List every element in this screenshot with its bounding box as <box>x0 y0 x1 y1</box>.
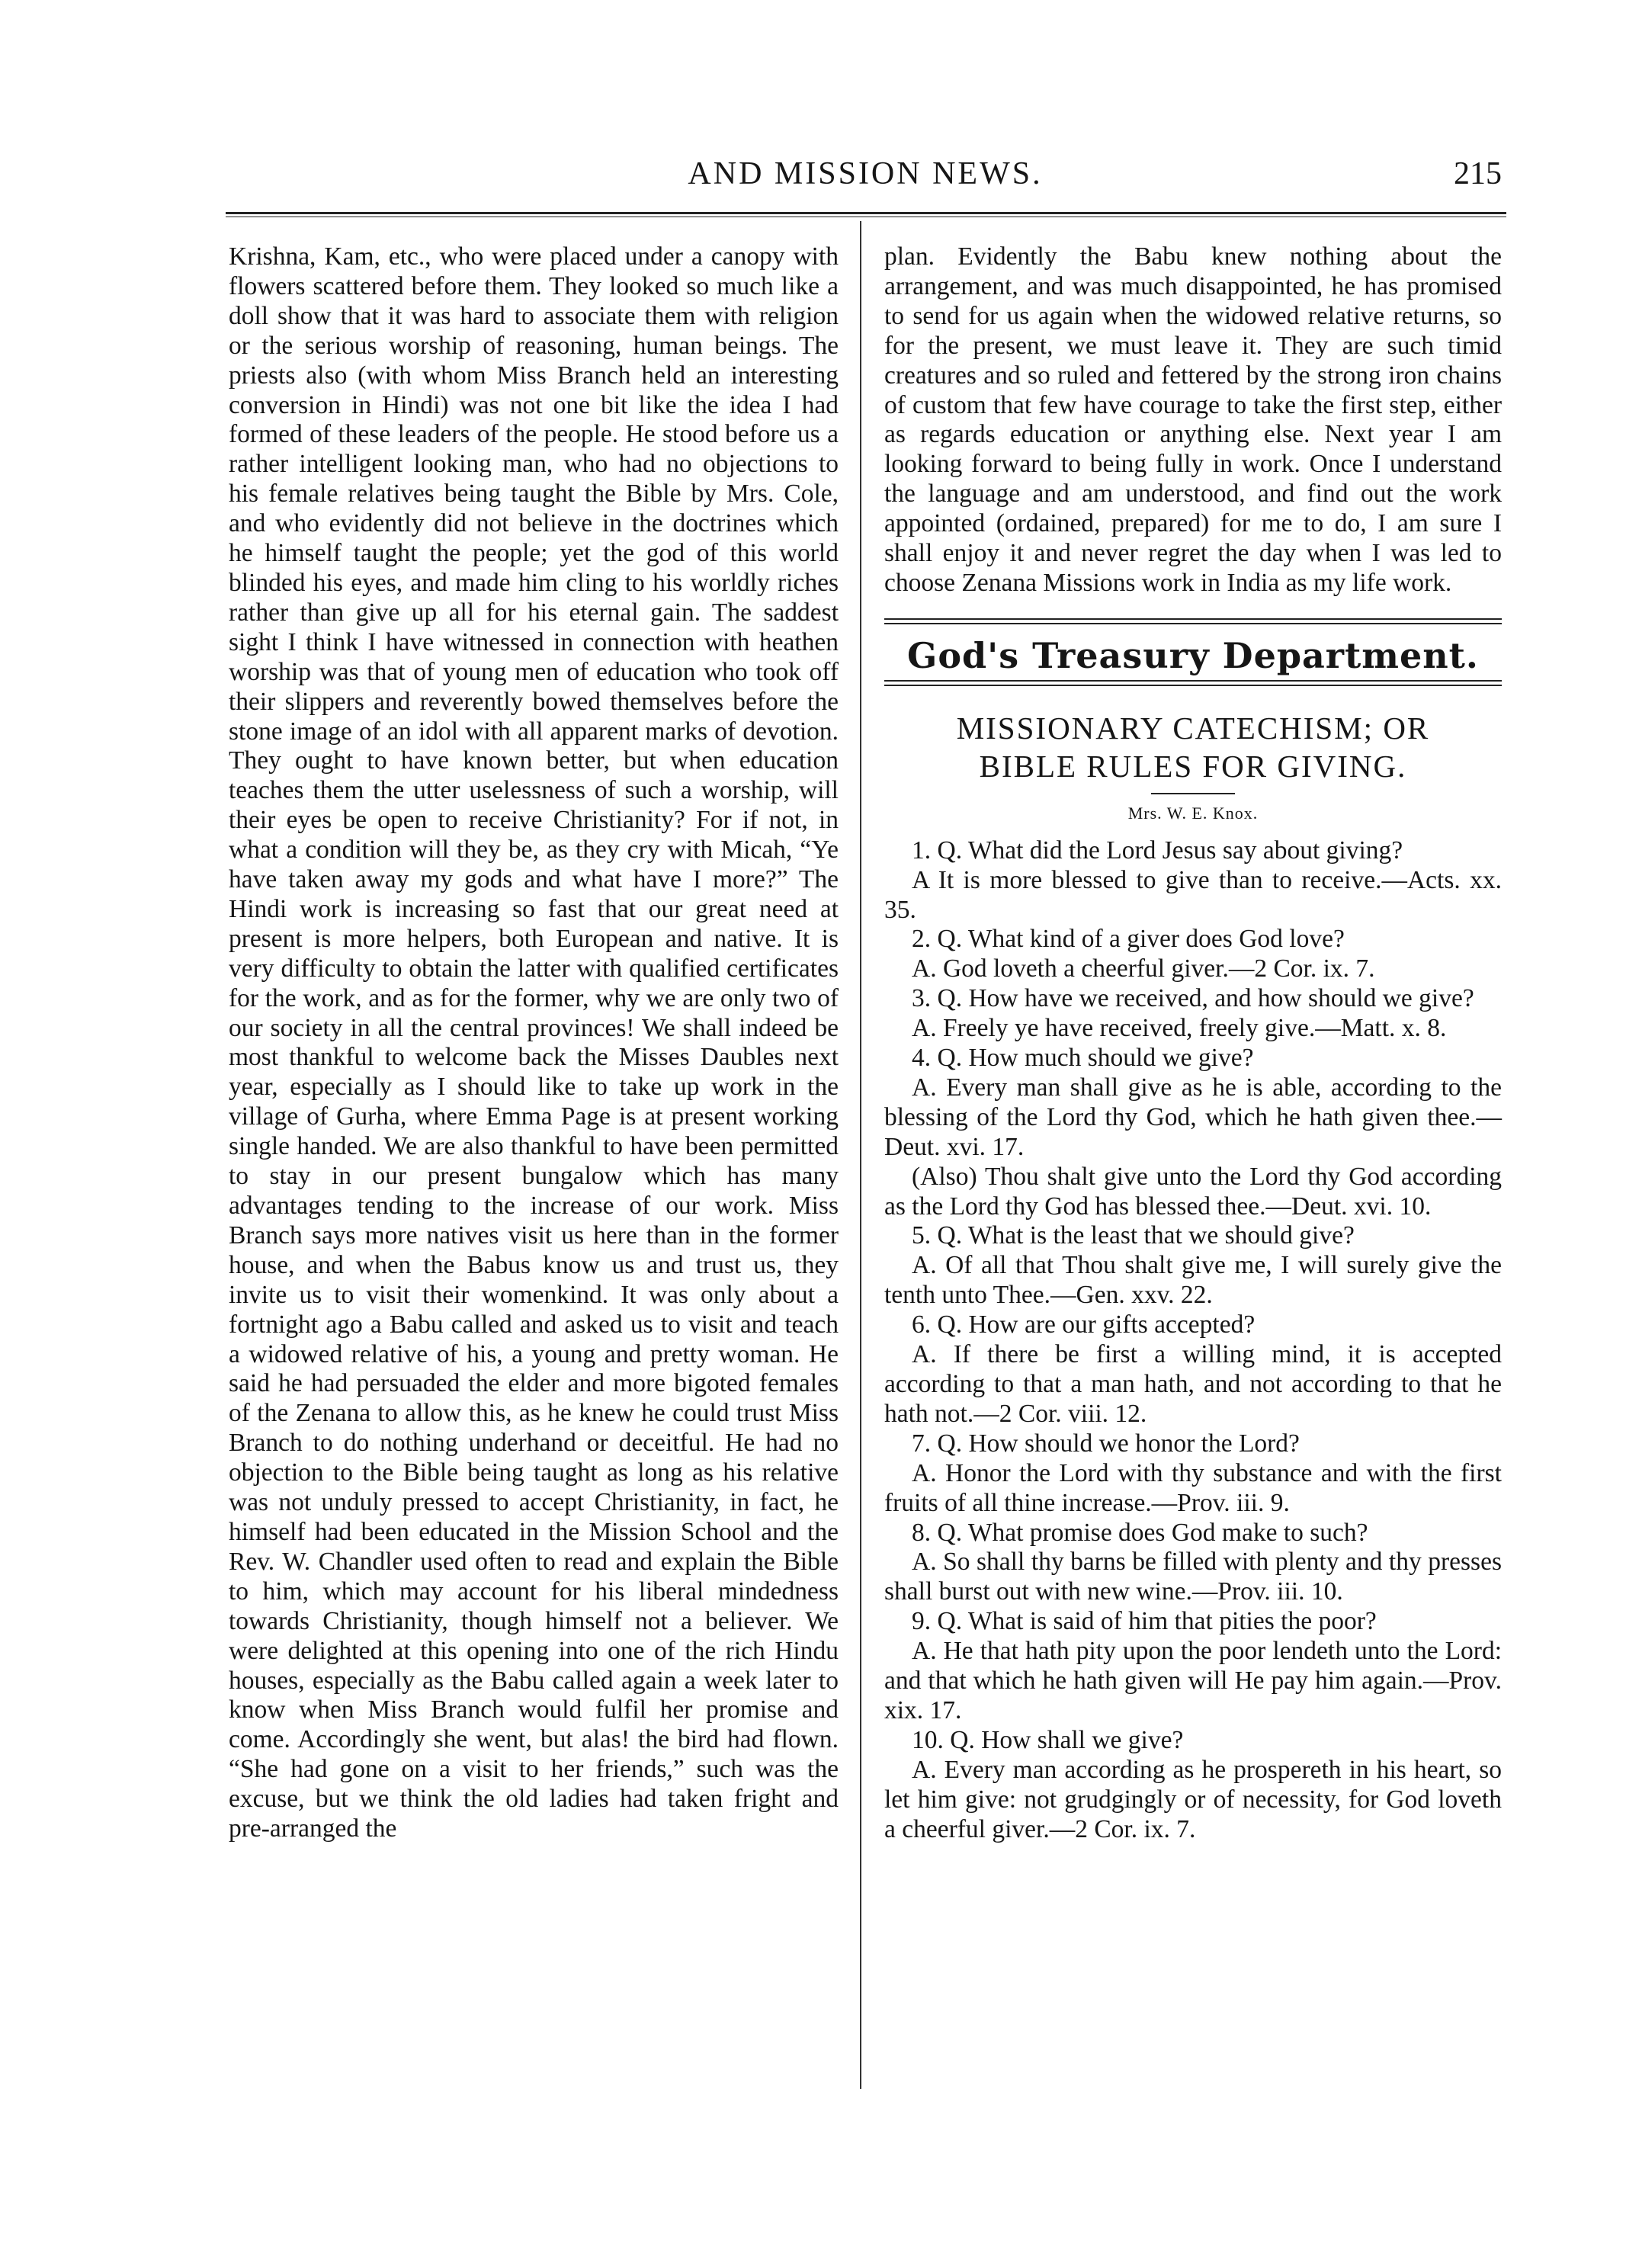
catechism-answer: A. He that hath pity upon the poor lendeth unto the Lord: and that which he hath given will He pay him again.—Prov. xix. 17. <box>884 1637 1502 1724</box>
catechism-question: 8. Q. What promise does God make to such? <box>912 1518 1368 1547</box>
department-title: God's Treasury Department. <box>907 634 1479 676</box>
catechism-answer: A. God loveth a cheerful giver.—2 Cor. ix. 7. <box>912 954 1375 983</box>
catechism-entry <box>884 1607 1502 1726</box>
catechism-entry <box>884 1044 1502 1163</box>
left-column <box>229 242 839 1844</box>
catechism-entry <box>884 836 1502 925</box>
catechism-entry <box>884 1429 1502 1519</box>
right-column <box>884 242 1502 1845</box>
catechism-answer: A. Freely ye have received, freely give.—Matt. x. 8. <box>912 1014 1447 1043</box>
catechism-entry <box>884 1310 1502 1429</box>
catechism-list <box>884 836 1502 1845</box>
catechism-answer: (Also) Thou shalt give unto the Lord thy God according as the Lord thy God has blessed thee.—Deut. xvi. 10. <box>884 1162 1502 1221</box>
catechism-question: 4. Q. How much should we give? <box>912 1044 1254 1073</box>
catechism-answer: A. Every man according as he prospereth in his heart, so let him give: not grudgingly or of necessity, for God loveth a cheerful giver.—2 Cor. ix. 7. <box>884 1755 1502 1843</box>
catechism-answer: A. Every man shall give as he is able, according to the blessing of the Lord thy God, which he hath given thee.—Deut. xvi. 17. <box>884 1073 1502 1161</box>
header-rule <box>226 212 1506 217</box>
page-number: 215 <box>1454 156 1502 191</box>
byline: Mrs. W. E. Knox. <box>1127 803 1259 823</box>
catechism-question: 6. Q. How are our gifts accepted? <box>912 1310 1256 1339</box>
catechism-entry <box>884 925 1502 984</box>
catechism-answer: A. If there be first a willing mind, it is accepted according to that a man hath, and not according to that he hath not.—2 Cor. viii. 12. <box>884 1340 1502 1428</box>
running-title: AND MISSION NEWS. <box>688 156 1043 191</box>
catechism-question: 10. Q. How shall we give? <box>912 1725 1184 1754</box>
column-divider <box>860 221 861 2089</box>
article-title <box>884 709 1502 785</box>
catechism-answer: A. Of all that Thou shalt give me, I will surely give the tenth unto Thee.—Gen. xxv. 22. <box>884 1251 1502 1310</box>
catechism-entry <box>884 984 1502 1044</box>
catechism-question: 5. Q. What is the least that we should give? <box>912 1221 1355 1250</box>
catechism-entry <box>884 1519 1502 1608</box>
catechism-entry <box>884 1221 1502 1310</box>
left-column-text: Krishna, Kam, etc., who were placed under a canopy with flowers scattered before them. They looked so much like a doll show that it was hard to associate them with religion or the serious worship of reasoning, human beings. The priests also (with whom Miss Branch held an interesting conversion in Hindi) was not one bit like the idea I had formed of these leaders of the people. He stood before us a rather intelligent looking man, who had no objections to his female relatives being taught the Bible by Mrs. Cole, and who evidently did not believe in the doctrines which he himself taught the people; yet the god of this world blinded his eyes, and made him cling to his worldly riches rather than give up all for his eternal gain. The saddest sight I think I have witnessed in connection with heathen worship was that of young men of education who took off their slippers and reverently bowed themselves before the stone image of an idol with all apparent marks of devotion. They ought to have known better, but when education teaches them the utter uselessness of such a worship, will their eyes be open to receive Christianity? For if not, in what a condition will they be, as they cry with Micah, “Ye have taken away my gods and what have I more?” The Hindi work is increasing so fast that our great need at present is more helpers, both European and native. It is very difficulty to obtain the latter with qualified certificates for the work, and as for the former, why we are only two of our society in all the central provinces! We shall indeed be most thankful to welcome back the Misses Daubles next year, especially as I should like to take up work in the village of Gurha, where Emma Page is at present working single handed. We are also thankful to have been permitted to stay in our present bungalow which has many advantages tending to the increase of our work. Miss Branch says more natives visit us here than in the former house, and when the Babus know us and trust us, they invite us to visit their womenkind. It was only about a fortnight ago a Babu called and asked us to visit and teach a widowed relative of his, a young and pretty woman. He said he had persuaded the elder and more bigoted females of the Zenana to allow this, as he knew he could trust Miss Branch to do nothing underhand or deceitful. He had no objection to the Bible being taught as long as his relative was not unduly pressed to accept Christianity, in fact, he himself had been educated in the Mission School and the Rev. W. Chandler used often to read and explain the Bible to him, which may account for his liberal mindedness towards Christianity, though himself not a believer. We were delighted at this opening into one of the rich Hindu houses, especially as the Babu called again a week later to know when Miss Branch would fulfil her promise and come. Accordingly she went, but alas! the bird had flown. “She had gone on a visit to her friends,” such was the excuse, but we think the old ladies had taken fright and pre-arranged the <box>229 242 839 1843</box>
catechism-answer: A. Honor the Lord with thy substance and with the first fruits of all thine increase.—Prov. iii. 9. <box>884 1458 1502 1517</box>
catechism-entry <box>884 1726 1502 1845</box>
catechism-answer: A. So shall thy barns be filled with plenty and thy presses shall burst out with new wine.—Prov. iii. 10. <box>884 1548 1502 1606</box>
catechism-answer: A It is more blessed to give than to receive.—Acts. xx. 35. <box>884 865 1502 924</box>
section-rule-bottom <box>884 680 1502 686</box>
article-title-line-1: MISSIONARY CATECHISM; OR <box>956 710 1430 746</box>
catechism-question: 7. Q. How should we honor the Lord? <box>912 1429 1300 1458</box>
byline-rule <box>1151 793 1235 794</box>
catechism-question: 3. Q. How have we received, and how should we give? <box>912 984 1474 1013</box>
catechism-question: 1. Q. What did the Lord Jesus say about giving? <box>912 836 1403 865</box>
article-title-line-2: BIBLE RULES FOR GIVING. <box>979 748 1407 784</box>
catechism-question: 2. Q. What kind of a giver does God love? <box>912 925 1345 954</box>
running-head <box>229 149 1502 195</box>
section-rule-top <box>884 618 1502 624</box>
continuation-text: plan. Evidently the Babu knew nothing about the arrangement, and was much disappointed, he has promised to send for us again when the widowed relative returns, so for the present, we must leave it. They are such timid creatures and so ruled and fettered by the strong iron chains of custom that few have courage to take the first step, either as regards education or anything else. Next year I am looking forward to being fully in work. Once I understand the language and am understood, and find out the work appointed (ordained, prepared) for me to do, I am sure I shall enjoy it and never regret the day when I was led to choose Zenana Missions work in India as my life work. <box>884 242 1502 597</box>
catechism-question: 9. Q. What is said of him that pities the poor? <box>912 1607 1377 1636</box>
catechism-entry <box>884 1163 1502 1222</box>
